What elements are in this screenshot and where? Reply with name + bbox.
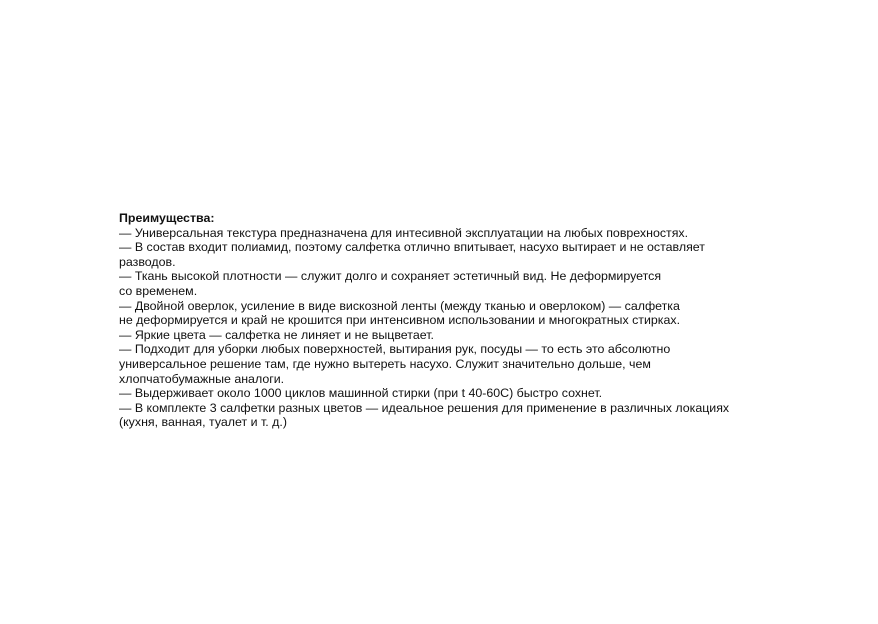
text-line: не деформируется и край не крошится при интенсивном использовании и многократных стирках. (119, 313, 681, 328)
text-line: разводов. (119, 254, 176, 269)
advantages-heading: Преимущества: (119, 211, 215, 225)
text-line: (кухня, ванная, туалет и т. д.) (119, 415, 287, 430)
text-line: — Универсальная текстура предназначена для интесивной эксплуатации на любых поврехностях. (119, 225, 689, 240)
text-line: — Подходит для уборки любых поверхностей, вытирания рук, посуды — то есть это абсолютно (119, 342, 671, 357)
text-line: со временем. (119, 283, 198, 298)
text-line: — Ткань высокой плотности — служит долго и сохраняет эстетичный вид. Не деформируется (119, 269, 662, 284)
text-line: — В состав входит полиамид, поэтому салфетка отлично впитывает, насухо вытирает и не оставляет (119, 240, 705, 255)
text-line: хлопчатобумажные аналоги. (119, 371, 285, 386)
text-line: — Яркие цвета — салфетка не линяет и не выцветает. (119, 327, 434, 342)
text-line: — В комплекте 3 салфетки разных цветов — идеальное решения для применение в различных локациях (119, 400, 730, 415)
advantages-text-block (119, 211, 769, 430)
text-line: универсальное решение там, где нужно вытереть насухо. Служит значительно дольше, чем (119, 356, 651, 371)
text-line: — Двойной оверлок, усиление в виде вискозной ленты (между тканью и оверлоком) — салфетка (119, 298, 680, 313)
text-line: — Выдерживает около 1000 циклов машинной стирки (при t 40-60С) быстро сохнет. (119, 386, 603, 401)
